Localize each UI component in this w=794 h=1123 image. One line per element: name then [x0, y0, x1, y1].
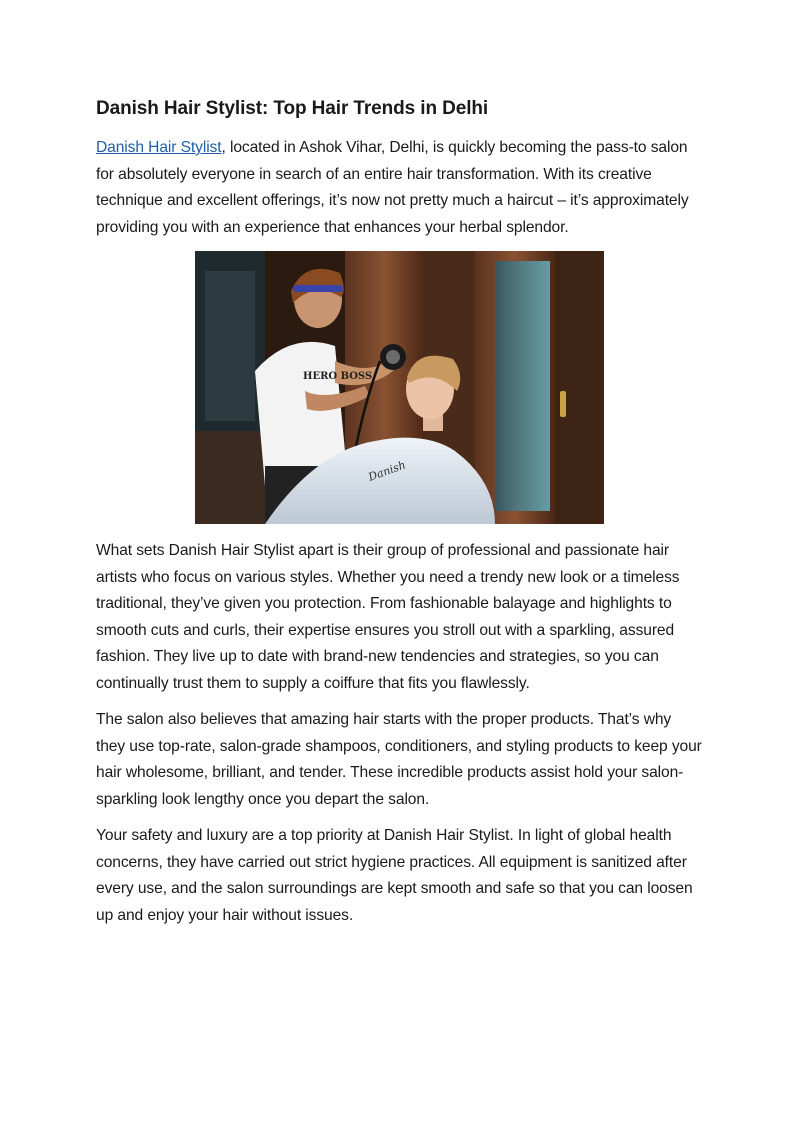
paragraph-3: The salon also believes that amazing hair starts with the proper products. That’s why they use top-rate, salon-grade shampoos, conditioners, and styling products to keep your hair wholesome, brilliant, and tender. These incredible products assist hold your salon-sparkling look lengthy once you depart the salon.: [96, 711, 702, 808]
salon-photo: [195, 251, 604, 524]
document-page: [96, 95, 702, 939]
salon-photo-illustration: [195, 251, 604, 524]
paragraph-4: Your safety and luxury are a top priority at Danish Hair Stylist. In light of global health concerns, they have carried out strict hygiene practices. All equipment is sanitized after every use, and the salon surroundings are kept smooth and safe so that you can loosen up and enjoy your hair without issues.: [96, 827, 693, 924]
cape-text: Danish: [366, 458, 407, 484]
salon-link[interactable]: Danish Hair Stylist: [96, 139, 222, 156]
intro-text: , located in Ashok Vihar, Delhi, is quickly becoming the pass-to salon for absolutely everyone in search of an entire hair transformation. With its creative technique and excellent offerings, it’s now not pretty much a haircut – it’s approximately providing you with an experience that enhances your herbal splendor.: [96, 139, 689, 236]
article-title: Danish Hair Stylist: Top Hair Trends in Delhi: [96, 98, 489, 119]
shirt-text: HERO BOSS: [302, 371, 372, 382]
intro-paragraph: [96, 135, 702, 241]
paragraph-2: What sets Danish Hair Stylist apart is their group of professional and passionate hair artists who focus on various styles. Whether you need a trendy new look or a timeless traditional, they’ve given you protection. From fashionable balayage and highlights to smooth cuts and curls, their expertise ensures you stroll out with a sparkling, assured fashion. They live up to date with brand-new tendencies and strategies, so you can continually trust them to supply a coiffure that fits you flawlessly.: [96, 542, 680, 692]
